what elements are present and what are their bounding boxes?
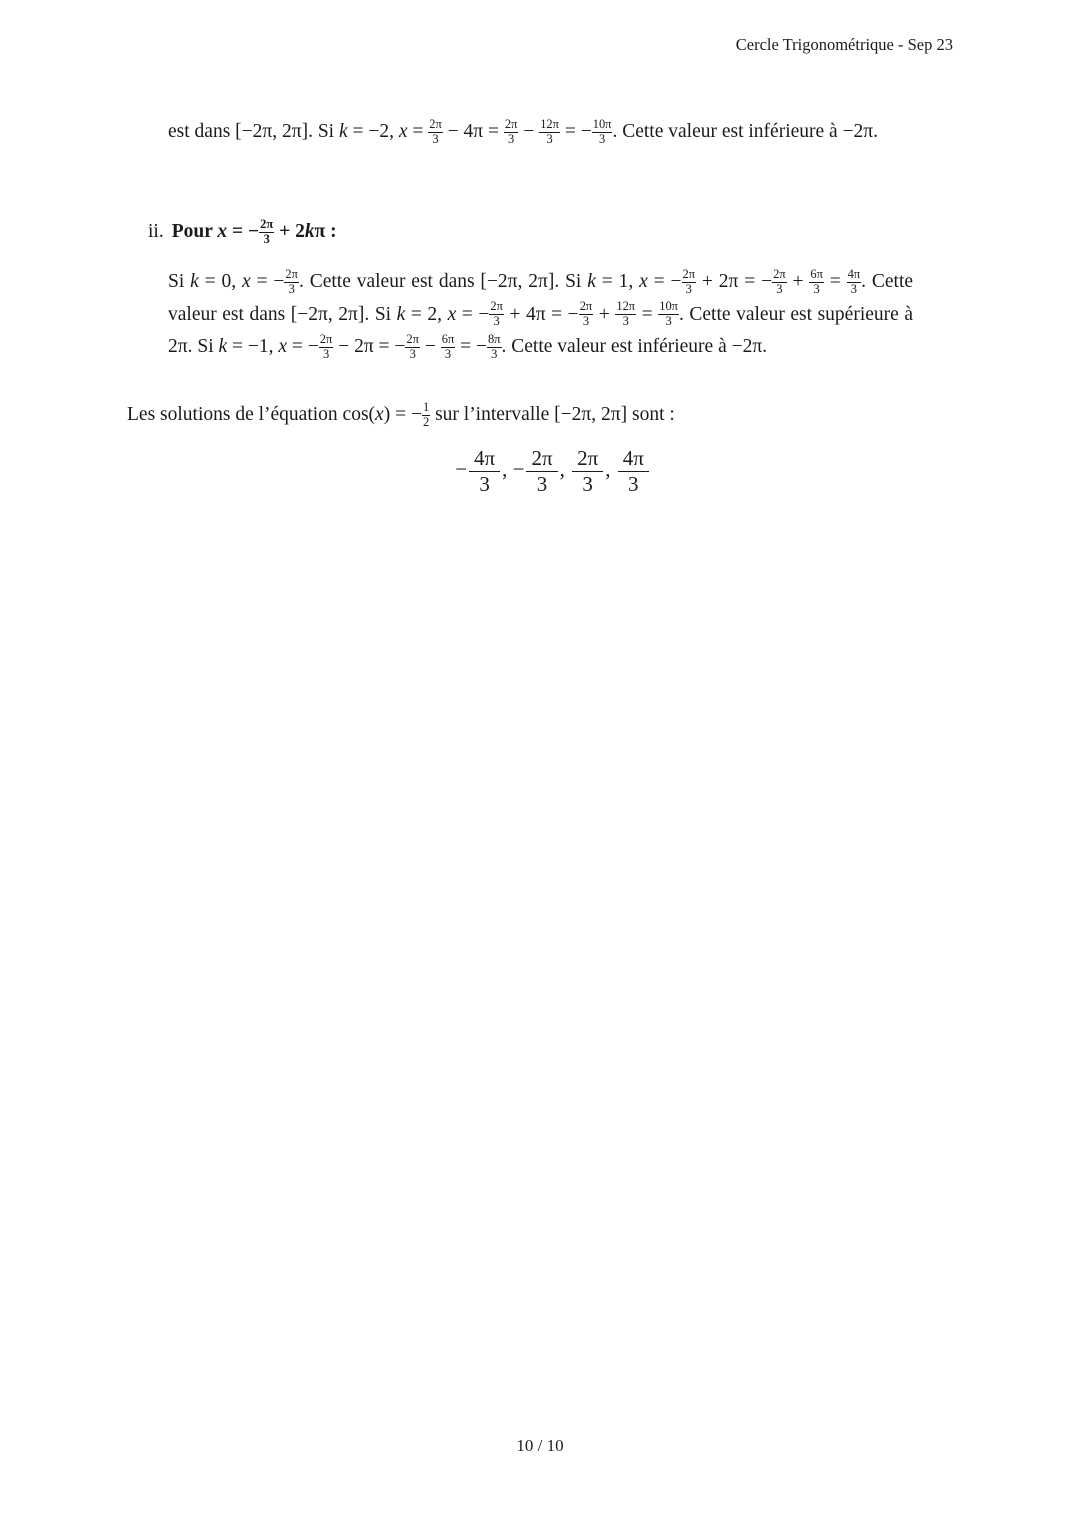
text-run: + [593, 303, 616, 325]
inline-fraction: $\frac{2\pi}{3}$ [773, 266, 786, 296]
paragraph-case-i-continuation [168, 116, 913, 149]
text-run: = −2, [347, 121, 399, 142]
inline-fraction: $\frac{2\pi}{3}$ [682, 266, 696, 296]
text-run: = − [559, 121, 592, 142]
text-run: ) = − [383, 404, 422, 425]
inline-fraction: $\frac{2\pi}{3}$ [579, 299, 593, 329]
text-run: = [823, 271, 847, 292]
page-header-title: Cercle Trigonométrique - Sep 23 [735, 35, 953, 54]
inline-fraction: $\frac{12\pi}{3}$ [540, 116, 559, 146]
text-run: Les solutions de l’équation cos( [127, 404, 376, 425]
text-run: = − [250, 271, 285, 292]
math-variable: k [587, 271, 596, 292]
math-variable: x [278, 336, 288, 357]
solutions-display-math [128, 441, 912, 497]
text-run: − [419, 336, 441, 357]
text-run: + 2π = − [696, 271, 773, 292]
math-variable: x [375, 404, 384, 425]
text-run: = − [647, 271, 682, 292]
text-run: − [455, 457, 468, 481]
inline-fraction: $\frac{2\pi}{3}$ [429, 116, 442, 146]
math-variable: x [217, 221, 228, 242]
display-fraction: $\frac{2\pi}{3}$ [572, 446, 603, 497]
text-run: . Cette valeur est inférieure à −2π. [612, 121, 879, 142]
inline-fraction: $\frac{2\pi}{3}$ [504, 116, 518, 146]
text-run: = 1, [595, 271, 640, 292]
math-variable: x [398, 121, 408, 142]
text-run: = − [456, 303, 490, 325]
display-fraction: $\frac{4\pi}{3}$ [618, 446, 649, 497]
text-run: π : [314, 221, 337, 242]
text-run: est dans [−2π, 2π]. Si [168, 121, 339, 142]
text-run: . Cette valeur est dans [−2π, 2π]. Si [298, 271, 588, 292]
text-run: − [518, 121, 540, 142]
text-run: , − [502, 457, 525, 481]
inline-fraction: $\frac{8\pi}{3}$ [487, 331, 501, 361]
paragraph-case-ii-body [168, 266, 913, 364]
page-number: 10 / 10 [516, 1436, 564, 1455]
math-variable: k [190, 271, 199, 292]
list-item-ii [148, 212, 337, 252]
text-run: = −1, [227, 336, 279, 357]
list-item-heading [171, 216, 337, 246]
inline-fraction: $\frac{12\pi}{3}$ [616, 299, 636, 329]
math-variable: x [242, 271, 251, 292]
math-variable: x [639, 271, 648, 292]
text-run: sur l’intervalle [−2π, 2π] sont : [430, 404, 675, 425]
text-run: , [559, 457, 571, 481]
text-run: − 2π = − [333, 336, 406, 357]
text-run: = 0, [198, 271, 243, 292]
display-fraction: $\frac{4\pi}{3}$ [469, 446, 500, 497]
inline-fraction: $\frac{10\pi}{3}$ [592, 116, 612, 146]
text-run: . Cette valeur est inférieure à −2π. [501, 336, 768, 357]
text-run: + 2 [274, 221, 305, 242]
paragraph-solutions-intro [127, 399, 927, 432]
text-run: Si [168, 271, 191, 292]
text-run: = [407, 121, 429, 142]
text-run: = − [227, 221, 260, 242]
text-run: + 4π = − [503, 303, 579, 325]
inline-fraction: $\frac{2\pi}{3}$ [319, 331, 333, 361]
text-run: . Cette valeur est supérieure à 2π. Si [168, 303, 914, 357]
text-run: − 4π = [442, 121, 504, 142]
text-run: . Cette valeur est dans [−2π, 2π]. Si [168, 271, 914, 325]
inline-fraction: $\frac{2\pi}{3}$ [260, 216, 274, 246]
inline-fraction: $\frac{6\pi}{3}$ [810, 266, 823, 296]
inline-fraction: $\frac{6\pi}{3}$ [441, 331, 455, 361]
inline-fraction: $\frac{10\pi}{3}$ [659, 299, 678, 329]
text-run: = 2, [405, 303, 448, 325]
list-item-marker: ii. [148, 221, 164, 242]
display-fraction: $\frac{2\pi}{3}$ [526, 446, 557, 497]
text-run: , [605, 457, 616, 481]
math-variable: x [447, 303, 457, 325]
text-run: = − [287, 336, 319, 357]
inline-fraction: $\frac{2\pi}{3}$ [406, 331, 419, 361]
math-variable: k [396, 303, 406, 325]
math-variable: k [338, 121, 348, 142]
text-run: Pour [171, 221, 218, 242]
inline-fraction: $\frac{2\pi}{3}$ [285, 266, 298, 296]
text-run: = − [455, 336, 487, 357]
inline-fraction: $\frac{2\pi}{3}$ [490, 299, 503, 329]
math-variable: k [304, 221, 315, 242]
inline-fraction: $\frac{4\pi}{3}$ [847, 266, 861, 296]
text-run: + [786, 271, 810, 292]
inline-fraction: $\frac{1}{2}$ [422, 399, 430, 429]
math-variable: k [218, 336, 228, 357]
text-run: = [636, 303, 659, 325]
